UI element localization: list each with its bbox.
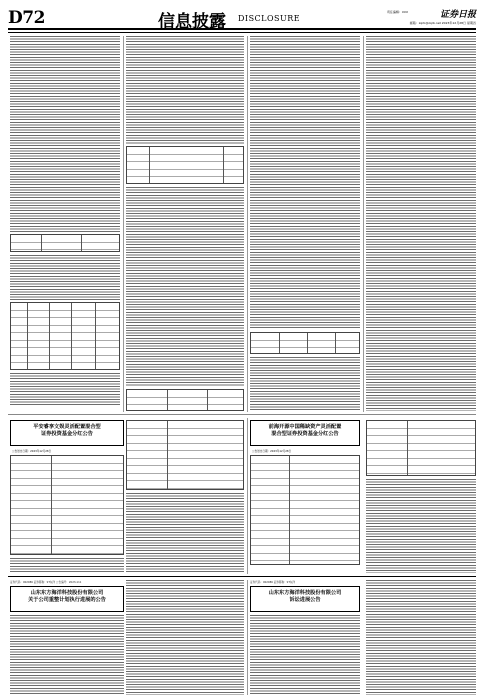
data-table bbox=[126, 389, 244, 411]
column-divider bbox=[247, 36, 248, 412]
section-divider bbox=[8, 576, 476, 577]
text-block bbox=[366, 479, 476, 573]
text-block bbox=[126, 493, 244, 573]
stock-code-line: 证券代码：002086 证券简称：ST东洋 bbox=[250, 581, 296, 584]
contact-line: 邮箱：zqrb@zqrb.net 2023年12月28日 星期四 bbox=[409, 21, 476, 25]
text-block bbox=[366, 36, 476, 411]
column-divider bbox=[123, 36, 124, 412]
text-block bbox=[250, 36, 360, 330]
text-block bbox=[10, 615, 124, 695]
data-table bbox=[10, 302, 120, 370]
announcement-title: 山东东方海洋科技股份有限公司 诉讼进展公告 bbox=[268, 590, 342, 603]
page-header bbox=[8, 8, 476, 30]
text-block bbox=[10, 36, 120, 232]
text-block bbox=[126, 580, 244, 695]
editor-line: 责任编辑：XXX bbox=[386, 10, 408, 14]
column-divider bbox=[363, 36, 364, 412]
stock-code-line: 证券代码：002086 证券简称：ST东洋 公告编号：2023-111 bbox=[10, 581, 82, 584]
dividend-table bbox=[250, 455, 360, 565]
announcement-title: 前海开源中国稀缺资产灵活配置 混合型证券投资基金分红公告 bbox=[268, 424, 342, 437]
data-table bbox=[10, 234, 120, 252]
section-title: 信息披露 bbox=[158, 12, 226, 32]
data-table bbox=[126, 146, 244, 184]
announcement-date: 公告送出日期：2023年12月28日 bbox=[252, 450, 292, 453]
dividend-table bbox=[366, 420, 476, 476]
header-rule bbox=[8, 32, 476, 33]
data-table bbox=[250, 332, 360, 354]
column-divider bbox=[247, 418, 248, 574]
announcement-title: 平安睿享文娱灵活配置混合型 证券投资基金分红公告 bbox=[33, 424, 101, 437]
page-number: D72 bbox=[8, 8, 45, 28]
text-block bbox=[126, 187, 244, 387]
column-divider bbox=[247, 580, 248, 695]
newspaper-logo: 证券日报 bbox=[439, 10, 476, 20]
section-divider bbox=[8, 414, 476, 415]
text-block bbox=[366, 580, 476, 695]
text-block bbox=[10, 373, 120, 407]
announcement-title: 山东东方海洋科技股份有限公司 关于公司重整计划执行进展的公告 bbox=[28, 590, 106, 603]
section-title-en: DISCLOSURE bbox=[238, 14, 301, 23]
text-block bbox=[10, 558, 124, 572]
dividend-table bbox=[126, 420, 244, 490]
dividend-table bbox=[10, 455, 124, 555]
text-block bbox=[250, 357, 360, 411]
text-block bbox=[10, 255, 120, 300]
text-block bbox=[250, 615, 360, 695]
text-block bbox=[126, 36, 244, 144]
announcement-date: 公告送出日期：2023年12月28日 bbox=[12, 450, 52, 453]
